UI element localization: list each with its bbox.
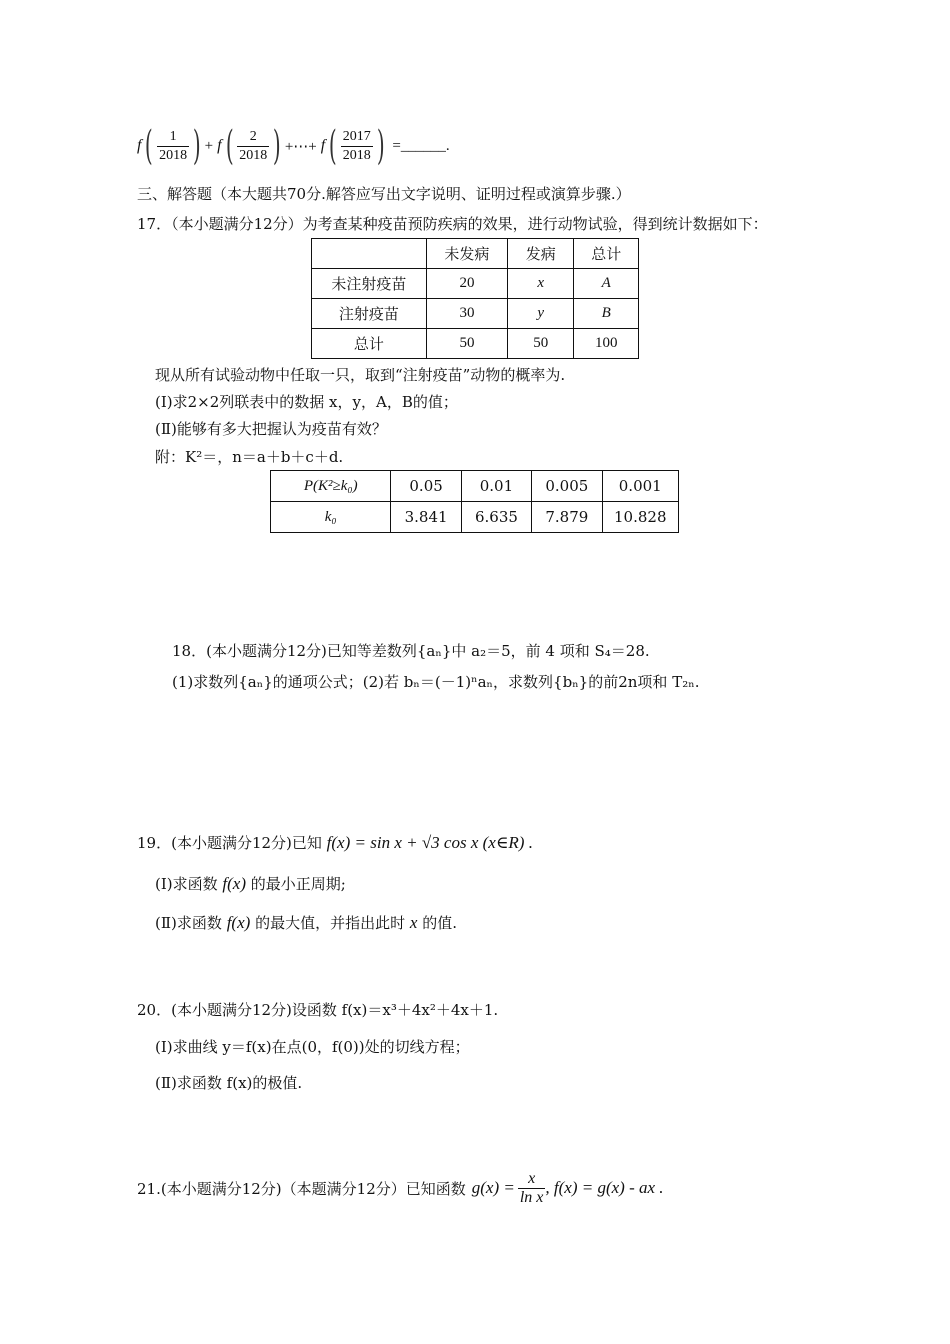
table-cell: 总计	[574, 239, 639, 269]
q21-title-prefix: 21.(本小题满分12分)（本题满分12分）已知函数	[137, 1179, 466, 1198]
q17-title: 17．（本小题满分12分）为考查某种疫苗预防疾病的效果，进行动物试验，得到统计数据如下：	[137, 215, 768, 233]
left-paren: (	[329, 123, 337, 169]
q19-title-prefix: 19．(本小题满分12分)已知	[137, 834, 322, 852]
q21-fraction: $\frac{x}{\text{ln x}}$	[519, 1169, 544, 1206]
left-paren: (	[225, 123, 234, 169]
q19-part2-suffix: 的值.	[422, 914, 457, 932]
table-cell: 6.635	[461, 502, 531, 533]
q17-part2: (Ⅱ)能够有多大把握认为疫苗有效？	[155, 420, 387, 438]
q19-part1-suffix: 的最小正周期;	[250, 875, 346, 893]
table-cell: 0.05	[391, 471, 461, 502]
table-row	[312, 329, 639, 359]
ellipsis-plus: +⋯+	[284, 138, 317, 155]
right-paren: )	[376, 123, 385, 169]
fx-symbol: f(x)	[226, 913, 251, 932]
fraction-3: $\frac{2017}{2018}$	[342, 128, 371, 163]
fraction-2: $\frac{2}{2018}$	[239, 128, 268, 163]
table-cell: 3.841	[391, 502, 461, 533]
q17-appendix: 附：K²＝，n＝a＋b＋c＋d.	[155, 448, 344, 466]
table-cell: 注射疫苗	[312, 299, 427, 329]
table-cell: 总计	[312, 329, 427, 359]
left-paren: (	[145, 123, 154, 169]
sum-line	[137, 124, 450, 168]
q17-part1: (Ⅰ)求2×2列联表中的数据 x，y，A，B的值；	[155, 393, 458, 411]
table-cell	[312, 239, 427, 269]
q18-title: 18．(本小题满分12分)已知等差数列{aₙ}中 a₂＝5，前 4 项和 S₄＝28.	[172, 642, 650, 660]
f-symbol: f	[217, 137, 222, 154]
q17-line1: 现从所有试验动物中任取一只，取到“注射疫苗”动物的概率为.	[155, 366, 566, 384]
table-cell: 30	[426, 299, 507, 329]
q21-title	[137, 1166, 664, 1210]
table-cell: 发病	[508, 239, 574, 269]
table-row	[312, 299, 639, 329]
table-cell: P(K²≥k₀)	[271, 471, 391, 502]
q21-rest: , f(x) = g(x) - ax .	[545, 1178, 664, 1197]
q20-part2: (Ⅱ)求函数 f(x)的极值.	[155, 1074, 303, 1092]
contingency-table	[311, 238, 639, 359]
q19-formula: f(x) = sin x + √3 cos x (x∈R) .	[326, 833, 533, 852]
f-symbol: f	[137, 137, 142, 154]
table-row	[312, 269, 639, 299]
right-paren: )	[192, 123, 201, 169]
table-row	[271, 502, 679, 533]
q18-line1: (1)求数列{aₙ}的通项公式；(2)若 bₙ＝(－1)ⁿaₙ，求数列{bₙ}的前2n项和 T₂ₙ.	[172, 673, 700, 691]
section-3-heading: 三、解答题（本大题共70分.解答应写出文字说明、证明过程或演算步骤.）	[137, 185, 631, 203]
f-symbol: f	[320, 137, 326, 154]
table-cell: 20	[426, 269, 507, 299]
plus-sign: +	[204, 137, 214, 154]
gx-symbol: g(x) =	[471, 1178, 515, 1197]
q19-part1	[155, 873, 346, 894]
table-cell: 0.001	[602, 471, 679, 502]
equals-blank: =______.	[392, 137, 450, 154]
q19-part2	[155, 912, 457, 933]
table-row	[312, 239, 639, 269]
table-cell: x	[508, 269, 574, 299]
table-cell: 50	[508, 329, 574, 359]
q20-part1: (Ⅰ)求曲线 y＝f(x)在点(0，f(0))处的切线方程；	[155, 1038, 470, 1056]
table-cell: k₀	[271, 502, 391, 533]
q19-part1-prefix: (Ⅰ)求函数	[155, 875, 218, 893]
table-cell: B	[574, 299, 639, 329]
table-cell: 10.828	[602, 502, 679, 533]
table-cell: y	[508, 299, 574, 329]
table-cell: 未注射疫苗	[312, 269, 427, 299]
table-cell: 100	[574, 329, 639, 359]
table-cell: 未发病	[426, 239, 507, 269]
q19-title	[137, 832, 533, 853]
fraction-1: $\frac{1}{2018}$	[159, 128, 188, 163]
q19-part2-mid: 的最大值，并指出此时	[255, 914, 406, 932]
x-symbol: x	[409, 913, 418, 932]
q20-title: 20．(本小题满分12分)设函数 f(x)＝x³＋4x²＋4x＋1.	[137, 1001, 499, 1019]
fx-symbol: f(x)	[222, 874, 247, 893]
table-cell: 0.005	[532, 471, 602, 502]
table-cell: A	[574, 269, 639, 299]
table-cell: 50	[426, 329, 507, 359]
critical-value-table	[270, 470, 679, 533]
table-cell: 7.879	[532, 502, 602, 533]
right-paren: )	[273, 123, 281, 169]
q19-part2-prefix: (Ⅱ)求函数	[155, 914, 222, 932]
table-cell: 0.01	[461, 471, 531, 502]
table-row	[271, 471, 679, 502]
